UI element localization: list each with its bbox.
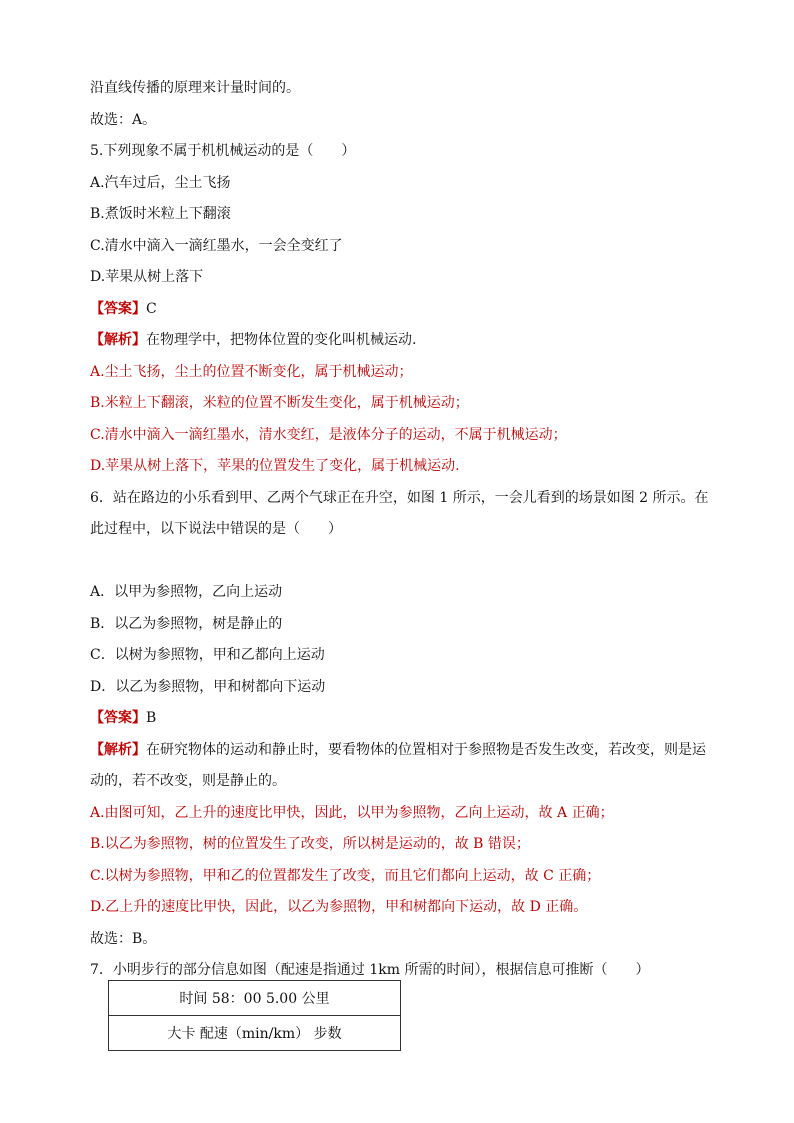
question-5-analysis — [90, 330, 730, 362]
question-5-option-c: C.清水中滴入一滴红墨水，一会全变红了 — [90, 237, 343, 254]
answer-tag: 【答案】 — [90, 300, 146, 317]
analysis-5-d: D.苹果从树上落下，苹果的位置发生了变化，属于机械运动. — [90, 458, 460, 474]
question-6-option-c: C．以树为参照物，甲和乙都向上运动 — [90, 647, 325, 663]
answer-value: C — [146, 300, 157, 317]
question-6-analysis-line-2: 动的，若不改变，则是静止的。 — [90, 773, 286, 789]
analysis-6-b: B.以乙为参照物，树的位置发生了改变，所以树是运动的，故 B 错误； — [90, 836, 530, 852]
table-row — [109, 1016, 401, 1051]
analysis-6-d: D.乙上升的速度比甲快，因此，以乙为参照物，甲和树都向下运动，故 D 正确。 — [90, 899, 588, 915]
question-6-option-d: D．以乙为参照物，甲和树都向下运动 — [90, 678, 326, 695]
question-6-stem-line-2: 此过程中，以下说法中错误的是（ ） — [90, 521, 342, 537]
question-7-stem: 7．小明步行的部分信息如图（配速是指通过 1km 所需的时间），根据信息可推断（ ） — [90, 962, 650, 978]
table-cell-labels: 大卡 配速（min/km） 步数 — [109, 1016, 401, 1051]
answer-selection-4: 故选：A。 — [90, 111, 157, 128]
question-6-analysis-line-1 — [90, 740, 730, 772]
question-6-stem-line-1: 6．站在路边的小乐看到甲、乙两个气球正在升空，如图 1 所示，一会儿看到的场景如图 2 所示。在 — [90, 489, 709, 506]
question-6-option-b: B．以乙为参照物，树是静止的 — [90, 615, 283, 632]
question-5-option-d: D.苹果从树上落下 — [90, 269, 204, 285]
analysis-6-a: A.由图可知，乙上升的速度比甲快，因此，以甲为参照物，乙向上运动，故 A 正确； — [90, 804, 614, 821]
question-5-stem: 5.下列现象不属于机机械运动的是（ ） — [90, 143, 356, 159]
analysis-text: 在研究物体的运动和静止时，要看物体的位置相对于参照物是否发生改变，若改变，则是运 — [146, 741, 706, 758]
text-line: 沿直线传播的原理来计量时间的。 — [90, 80, 300, 96]
question-6-option-a: A．以甲为参照物，乙向上运动 — [90, 584, 283, 600]
analysis-5-c: C.清水中滴入一滴红墨水，清水变红，是液体分子的运动，不属于机械运动； — [90, 426, 567, 443]
answer-selection-6: 故选：B。 — [90, 930, 157, 947]
analysis-6-c: C.以树为参照物，甲和乙的位置都发生了改变，而且它们都向上运动，故 C 正确； — [90, 867, 601, 884]
figure-placeholder — [90, 551, 730, 583]
question-5-option-b: B.煮饭时米粒上下翻滚 — [90, 206, 231, 222]
analysis-5-b: B.米粒上下翻滚，米粒的位置不断发生变化，属于机械运动； — [90, 395, 469, 411]
analysis-text: 在物理学中，把物体位置的变化叫机械运动. — [146, 332, 417, 348]
answer-value: B — [146, 710, 157, 726]
question-6-answer — [90, 708, 730, 740]
table-row — [109, 981, 401, 1016]
analysis-tag: 【解析】 — [90, 332, 146, 348]
question-5-answer — [90, 299, 730, 331]
answer-tag: 【答案】 — [90, 710, 146, 726]
table-cell-time-distance: 时间 58：00 5.00 公里 — [109, 981, 401, 1016]
document-page — [90, 78, 730, 992]
analysis-5-a: A.尘土飞扬，尘土的位置不断变化，属于机械运动； — [90, 363, 413, 380]
step-info-table — [108, 980, 401, 1051]
question-5-option-a: A.汽车过后，尘土飞扬 — [90, 174, 231, 191]
analysis-tag: 【解析】 — [90, 741, 146, 758]
